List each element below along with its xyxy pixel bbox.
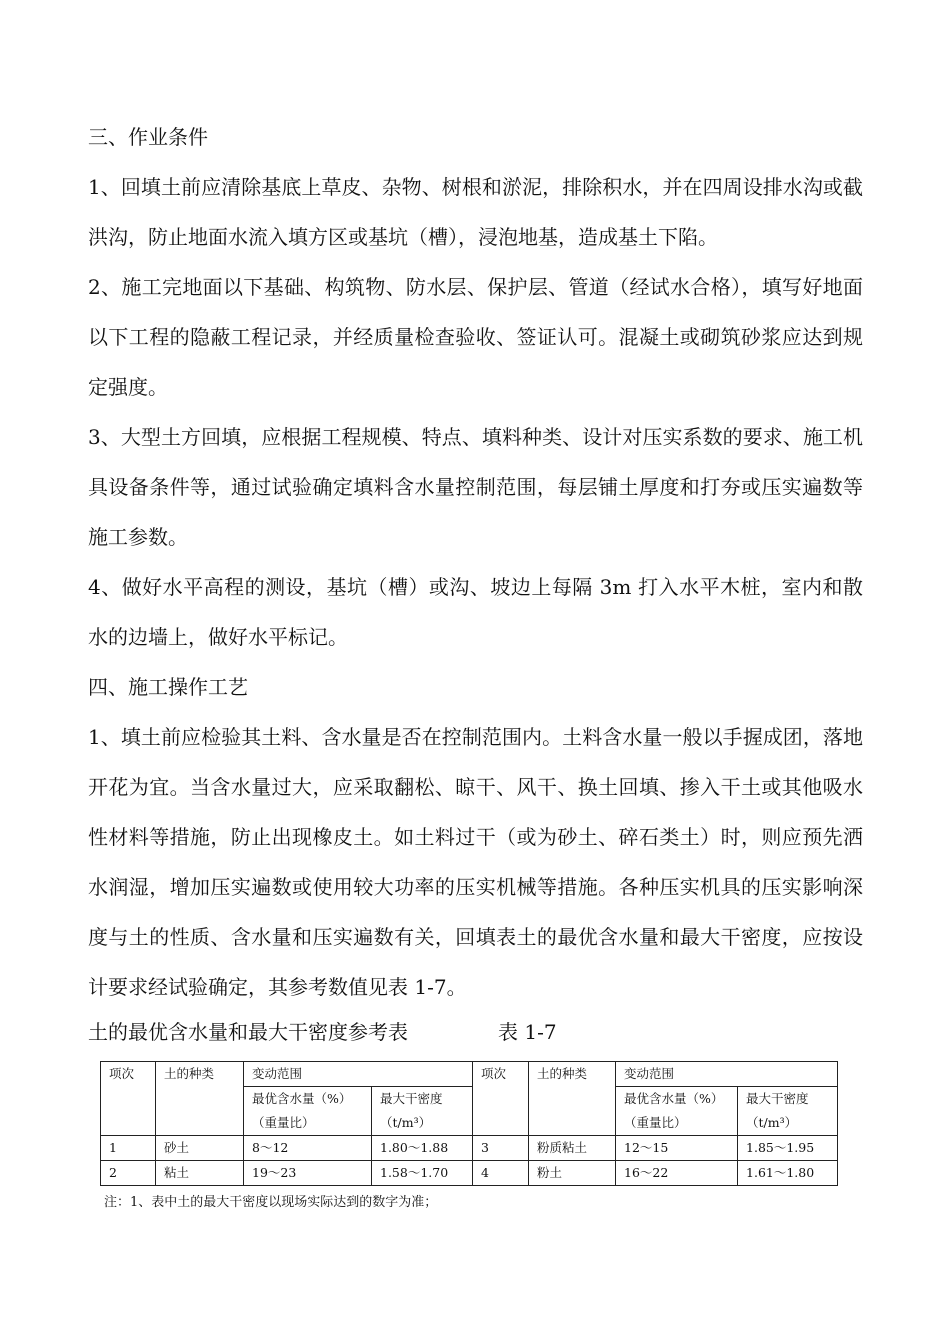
table-caption-number: 表 1-7	[498, 1020, 557, 1044]
cell-moisture: 8～12	[244, 1136, 372, 1161]
cell-soil: 砂土	[156, 1136, 244, 1161]
header-soil-type-right: 土的种类	[529, 1062, 616, 1136]
cell-index: 1	[101, 1136, 156, 1161]
header-moisture-left	[244, 1087, 372, 1136]
header-range-left: 变动范围	[244, 1062, 473, 1087]
paragraph-4-1: 1、填土前应检验其土料、含水量是否在控制范围内。土料含水量一般以手握成团，落地开花为宜。当含水量过大，应采取翻松、晾干、风干、换土回填、掺入干土或其他吸水性材料等措施，防止出现橡皮土。如土料过干（或为砂土、碎石类土）时，则应预先洒水润湿，增加压实遍数或使用较大功率的压实机械等措施。各种压实机具的压实影响深度与土的性质、含水量和压实遍数有关，回填表土的最优含水量和最大干密度，应按设计要求经试验确定，其参考数值见表 1-7。	[88, 725, 863, 999]
paragraph-3-4: 4、做好水平高程的测设，基坑（槽）或沟、坡边上每隔 3m 打入水平木桩，室内和散水的边墙上，做好水平标记。	[88, 575, 863, 649]
cell-soil: 粉土	[529, 1161, 616, 1186]
cell-soil: 粘土	[156, 1161, 244, 1186]
header-density-left	[372, 1087, 473, 1136]
cell-moisture: 12～15	[616, 1136, 738, 1161]
table-note: 注：1、表中土的最大干密度以现场实际达到的数字为准；	[104, 1195, 438, 1210]
table-header-row	[101, 1062, 838, 1087]
cell-density: 1.85～1.95	[738, 1136, 838, 1161]
soil-reference-table	[100, 1061, 838, 1186]
header-density-line2: （t/m³）	[746, 1115, 798, 1130]
cell-moisture: 16～22	[616, 1161, 738, 1186]
header-moisture-line1: 最优含水量（%）	[624, 1091, 724, 1106]
cell-index: 4	[473, 1161, 529, 1186]
cell-density: 1.61～1.80	[738, 1161, 838, 1186]
paragraph-3-1: 1、回填土前应清除基底上草皮、杂物、树根和淤泥，排除积水，并在四周设排水沟或截洪沟，防止地面水流入填方区或基坑（槽），浸泡地基，造成基土下陷。	[88, 175, 863, 249]
cell-density: 1.80～1.88	[372, 1136, 473, 1161]
table-row	[101, 1136, 838, 1161]
header-density-line2: （t/m³）	[380, 1115, 432, 1130]
document-body	[88, 112, 863, 1052]
header-density-right	[738, 1087, 838, 1136]
header-moisture-right	[616, 1087, 738, 1136]
table-row	[101, 1161, 838, 1186]
cell-moisture: 19～23	[244, 1161, 372, 1186]
cell-density: 1.58～1.70	[372, 1161, 473, 1186]
header-density-line1: 最大干密度	[746, 1091, 809, 1106]
section-heading-construction-process: 四、施工操作工艺	[88, 675, 248, 699]
header-moisture-line2: （重量比）	[252, 1115, 315, 1130]
header-index-right: 项次	[473, 1062, 529, 1136]
paragraph-3-2: 2、施工完地面以下基础、构筑物、防水层、保护层、管道（经试水合格），填写好地面以下工程的隐蔽工程记录，并经质量检查验收、签证认可。混凝土或砌筑砂浆应达到规定强度。	[88, 275, 863, 399]
header-moisture-line2: （重量比）	[624, 1115, 687, 1130]
paragraph-3-3: 3、大型土方回填，应根据工程规模、特点、填料种类、设计对压实系数的要求、施工机具设备条件等，通过试验确定填料含水量控制范围，每层铺土厚度和打夯或压实遍数等施工参数。	[88, 425, 863, 549]
cell-index: 2	[101, 1161, 156, 1186]
header-index-left: 项次	[101, 1062, 156, 1136]
cell-index: 3	[473, 1136, 529, 1161]
section-heading-work-conditions: 三、作业条件	[88, 125, 208, 149]
header-soil-type-left: 土的种类	[156, 1062, 244, 1136]
table-caption	[88, 1012, 863, 1052]
header-density-line1: 最大干密度	[380, 1091, 443, 1106]
table-caption-title: 土的最优含水量和最大干密度参考表	[88, 1020, 408, 1044]
header-moisture-line1: 最优含水量（%）	[252, 1091, 352, 1106]
header-range-right: 变动范围	[616, 1062, 838, 1087]
cell-soil: 粉质粘土	[529, 1136, 616, 1161]
